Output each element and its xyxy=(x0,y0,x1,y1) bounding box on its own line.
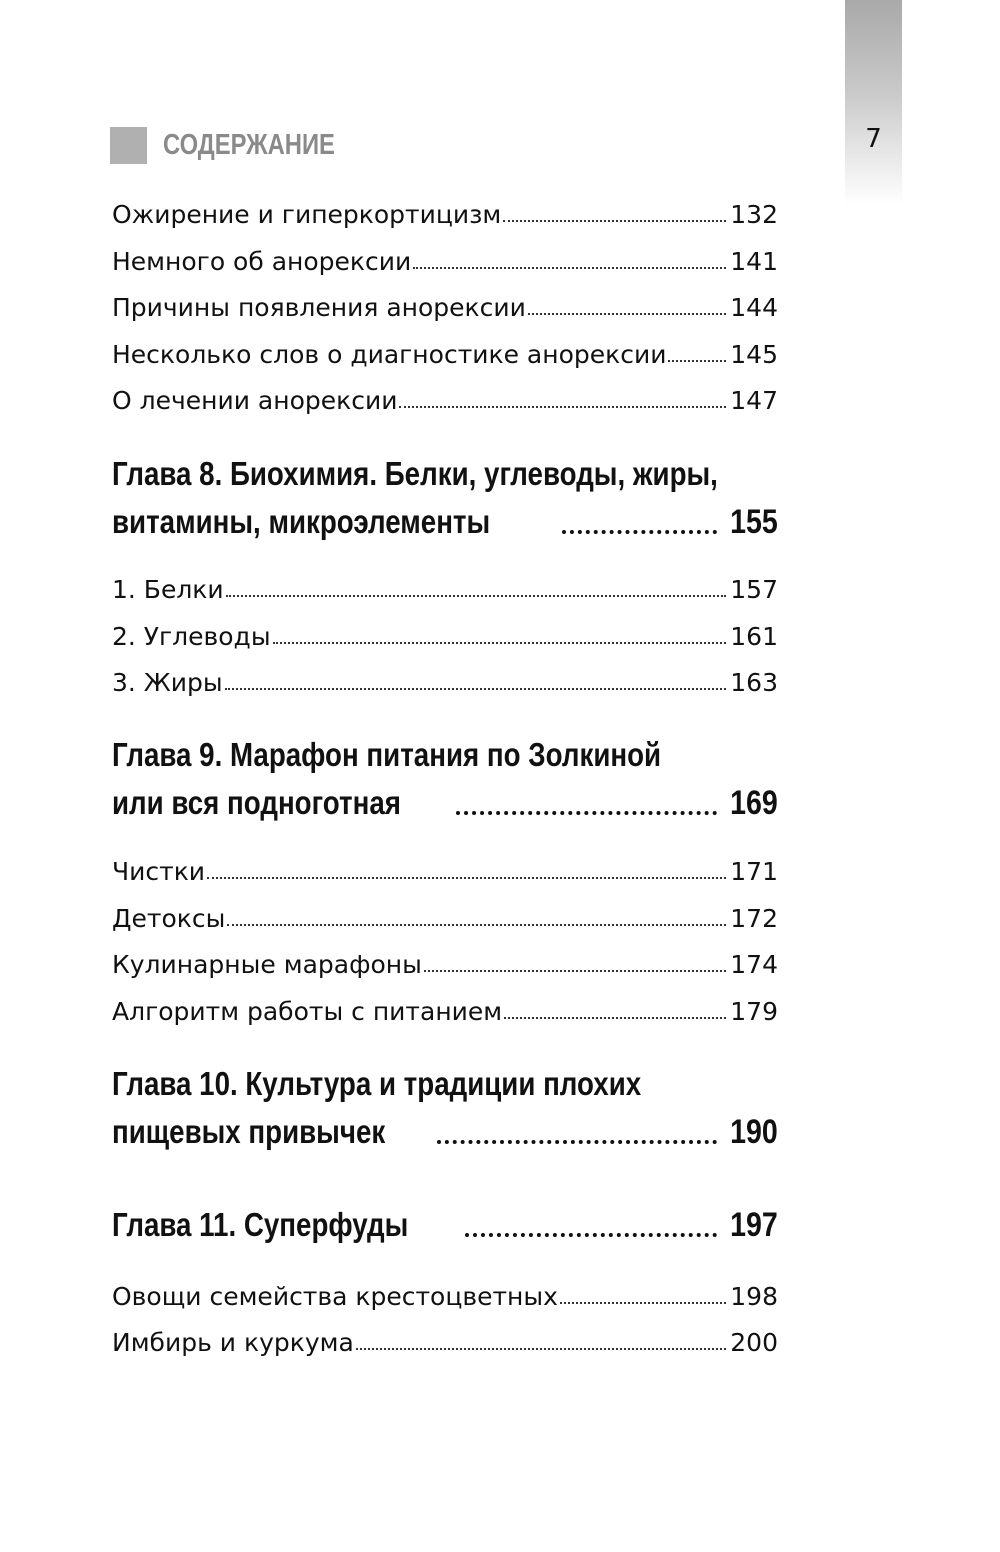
toc-entry-label: Алгоритм работы с питанием xyxy=(112,997,503,1026)
dot-leader xyxy=(437,1139,717,1144)
dot-leader xyxy=(207,876,726,879)
toc-entry[interactable] xyxy=(112,247,778,277)
toc-entry-label: Детоксы xyxy=(112,904,226,933)
toc-entry[interactable] xyxy=(112,293,778,323)
chapter-title-line2: пищевых привычек xyxy=(112,1113,386,1150)
toc-entry-page: 161 xyxy=(730,622,778,651)
toc-entry-page: 141 xyxy=(730,247,778,276)
chapter-page: 190 xyxy=(730,1113,778,1151)
chapter-title-line1: Глава 10. Культура и традиции плохих xyxy=(112,1065,642,1102)
toc-entry-label: Несколько слов о диагностике анорексии xyxy=(112,340,667,369)
toc-entry-label: Причины появления анорексии xyxy=(112,293,526,322)
chapter-page: 169 xyxy=(730,784,778,822)
dot-leader xyxy=(399,405,726,408)
toc-entry-page: 145 xyxy=(730,340,778,369)
toc-entry[interactable] xyxy=(112,200,778,230)
chapter-title-line1: Глава 8. Биохимия. Белки, углеводы, жиры, xyxy=(112,455,718,492)
dot-leader xyxy=(562,529,717,534)
toc-entry-label: Чистки xyxy=(112,857,206,886)
dot-leader xyxy=(528,312,726,315)
toc-entry-page: 174 xyxy=(730,950,778,979)
chapter-page: 155 xyxy=(730,503,778,541)
toc-entry-page: 144 xyxy=(730,293,778,322)
dot-leader xyxy=(225,687,727,690)
dot-leader xyxy=(226,594,727,597)
dot-leader xyxy=(504,1016,726,1019)
toc-entry[interactable] xyxy=(112,386,778,416)
dot-leader xyxy=(273,641,727,644)
chapter-title-line2: витамины, микроэлементы xyxy=(112,503,491,540)
toc-entry[interactable] xyxy=(112,340,778,370)
chapter-title-line1: Глава 9. Марафон питания по Золкиной xyxy=(112,736,662,773)
dot-leader xyxy=(668,359,726,362)
toc-entry-page: 157 xyxy=(730,575,778,604)
toc-entry[interactable] xyxy=(112,1328,778,1358)
toc-entry-label: Ожирение и гиперкортицизм xyxy=(112,200,502,229)
page-number: 7 xyxy=(865,124,882,154)
toc-entry[interactable] xyxy=(112,1282,778,1312)
dot-leader xyxy=(465,1232,718,1237)
chapter-heading[interactable] xyxy=(112,450,778,546)
toc-entry-page: 200 xyxy=(730,1328,778,1357)
toc-entry[interactable] xyxy=(112,668,778,698)
toc-entry-page: 198 xyxy=(730,1282,778,1311)
dot-leader xyxy=(503,219,726,222)
header-square-icon xyxy=(110,127,147,164)
section-header xyxy=(110,126,373,164)
toc-entry[interactable] xyxy=(112,950,778,980)
toc-entry[interactable] xyxy=(112,575,778,605)
chapter-title: Глава 11. Суперфуды xyxy=(112,1206,409,1243)
toc-entry-page: 147 xyxy=(730,386,778,415)
dot-leader xyxy=(560,1301,726,1304)
dot-leader xyxy=(456,810,717,815)
toc-entry[interactable] xyxy=(112,857,778,887)
chapter-heading[interactable] xyxy=(112,731,778,827)
page-tab xyxy=(845,0,902,205)
toc-entry-page: 132 xyxy=(730,200,778,229)
toc-entry-page: 172 xyxy=(730,904,778,933)
toc-entry-label: Кулинарные марафоны xyxy=(112,950,422,979)
chapter-title-line2: или вся подноготная xyxy=(112,784,401,821)
toc-entry[interactable] xyxy=(112,904,778,934)
dot-leader xyxy=(424,969,726,972)
toc-entry-label: 2. Углеводы xyxy=(112,622,271,651)
toc-entry-page: 179 xyxy=(730,997,778,1026)
toc-entry-label: 1. Белки xyxy=(112,575,224,604)
chapter-page: 197 xyxy=(730,1206,778,1244)
toc-entry-label: О лечении анорексии xyxy=(112,386,398,415)
dot-leader xyxy=(227,923,726,926)
toc-entry[interactable] xyxy=(112,997,778,1027)
chapter-heading[interactable] xyxy=(112,1201,778,1249)
toc-entry-label: Овощи семейства крестоцветных xyxy=(112,1282,558,1311)
toc-entry-page: 171 xyxy=(730,857,778,886)
toc-entry[interactable] xyxy=(112,622,778,652)
dot-leader xyxy=(356,1347,726,1350)
toc-entry-label: Немного об анорексии xyxy=(112,247,412,276)
toc-entry-label: 3. Жиры xyxy=(112,668,223,697)
chapter-heading[interactable] xyxy=(112,1060,778,1156)
section-title: СОДЕРЖАНИЕ xyxy=(163,128,335,161)
toc-entry-label: Имбирь и куркума xyxy=(112,1328,354,1357)
toc-entry-page: 163 xyxy=(730,668,778,697)
dot-leader xyxy=(413,266,726,269)
